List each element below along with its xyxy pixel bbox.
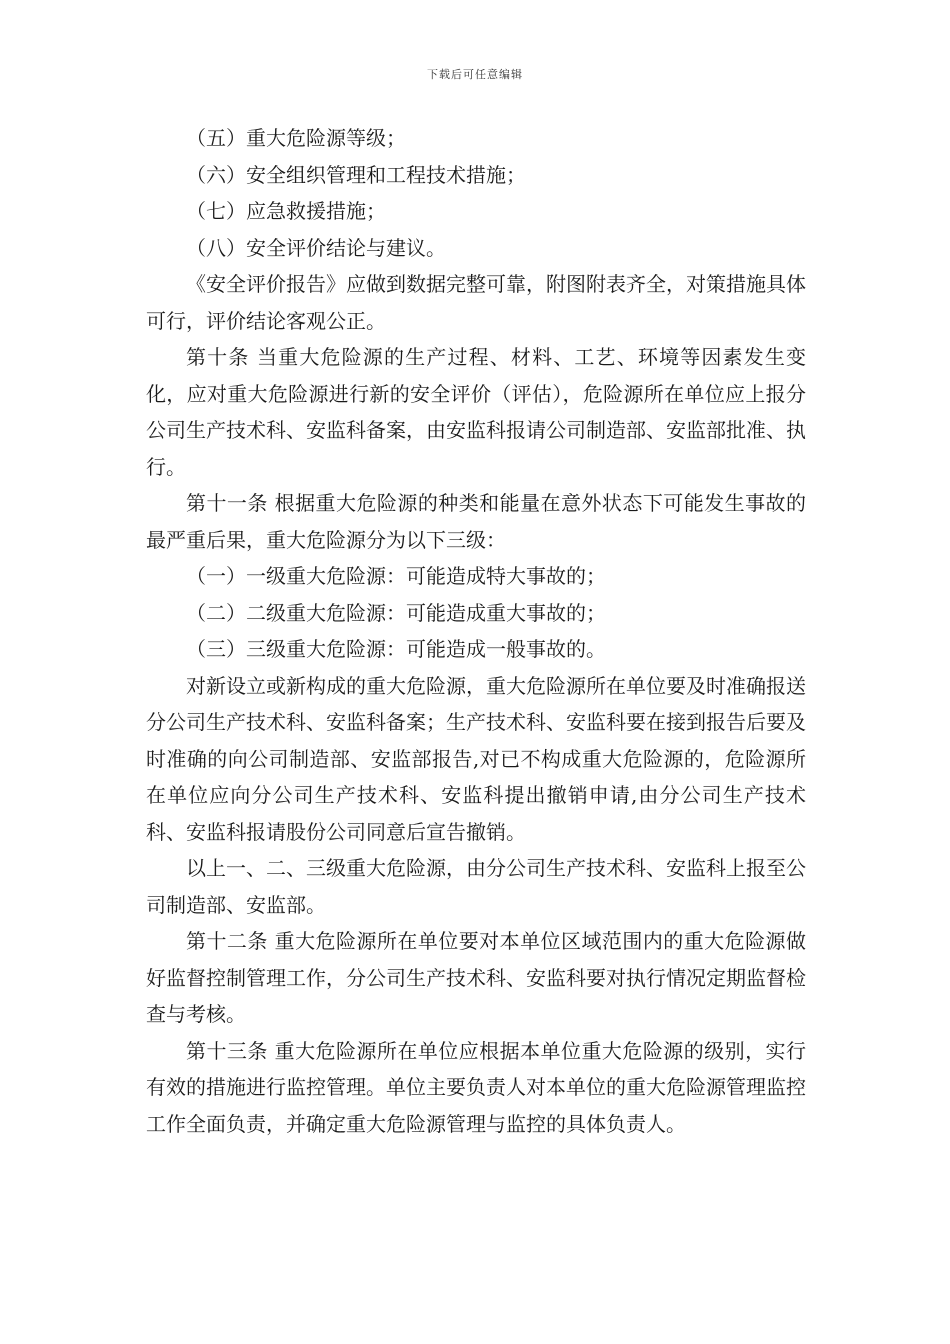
paragraph-level-2: （二）二级重大危险源：可能造成重大事故的； [186,600,606,625]
paragraph-level-1: （一）一级重大危险源：可能造成特大事故的； [186,564,606,588]
paragraph-item-8: （八）安全评价结论与建议。 [186,235,446,260]
paragraph-level-3: （三）三级重大危险源：可能造成一般事故的。 [186,637,606,661]
document-body [146,120,806,1142]
paragraph-report-requirements: 《安全评价报告》应做到数据完整可靠，附图附表齐全，对策措施具体可行，评价结论客观公正。 [146,272,806,333]
paragraph-article-10: 第十条 当重大危险源的生产过程、材料、工艺、环境等因素发生变化，应对重大危险源进行新的安全评价（评估），危险源所在单位应上报分公司生产技术科、安监科备案，由安监科报请公司制造部、安监部批准、执行。 [146,345,806,479]
paragraph-article-13: 第十三条 重大危险源所在单位应根据本单位重大危险源的级别，实行有效的措施进行监控管理。单位主要负责人对本单位的重大危险源管理监控工作全面负责，并确定重大危险源管理与监控的具体负责人。 [146,1038,806,1136]
paragraph-new-hazard-reporting: 对新设立或新构成的重大危险源，重大危险源所在单位要及时准确报送分公司生产技术科、安监科备案；生产技术科、安监科要在接到报告后要及时准确的向公司制造部、安监部报告,对已不构成重大危险源的，危险源所在单位应向分公司生产技术科、安监科提出撤销申请,由分公司生产技术科、安监科报请股份公司同意后宣告撤销。 [146,673,806,844]
paragraph-article-12: 第十二条 重大危险源所在单位要对本单位区域范围内的重大危险源做好监督控制管理工作，分公司生产技术科、安监科要对执行情况定期监督检查与考核。 [146,929,806,1026]
paragraph-item-5: （五）重大危险源等级； [186,126,406,150]
paragraph-article-11: 第十一条 根据重大危险源的种类和能量在意外状态下可能发生事故的最严重后果，重大危险源分为以下三级： [146,491,806,552]
page-header: 下载后可任意编辑 [427,68,523,81]
paragraph-item-6: （六）安全组织管理和工程技术措施； [186,162,526,187]
paragraph-item-7: （七）应急救援措施； [186,199,386,223]
paragraph-reporting-levels: 以上一、二、三级重大危险源，由分公司生产技术科、安监科上报至公司制造部、安监部。 [146,856,806,917]
